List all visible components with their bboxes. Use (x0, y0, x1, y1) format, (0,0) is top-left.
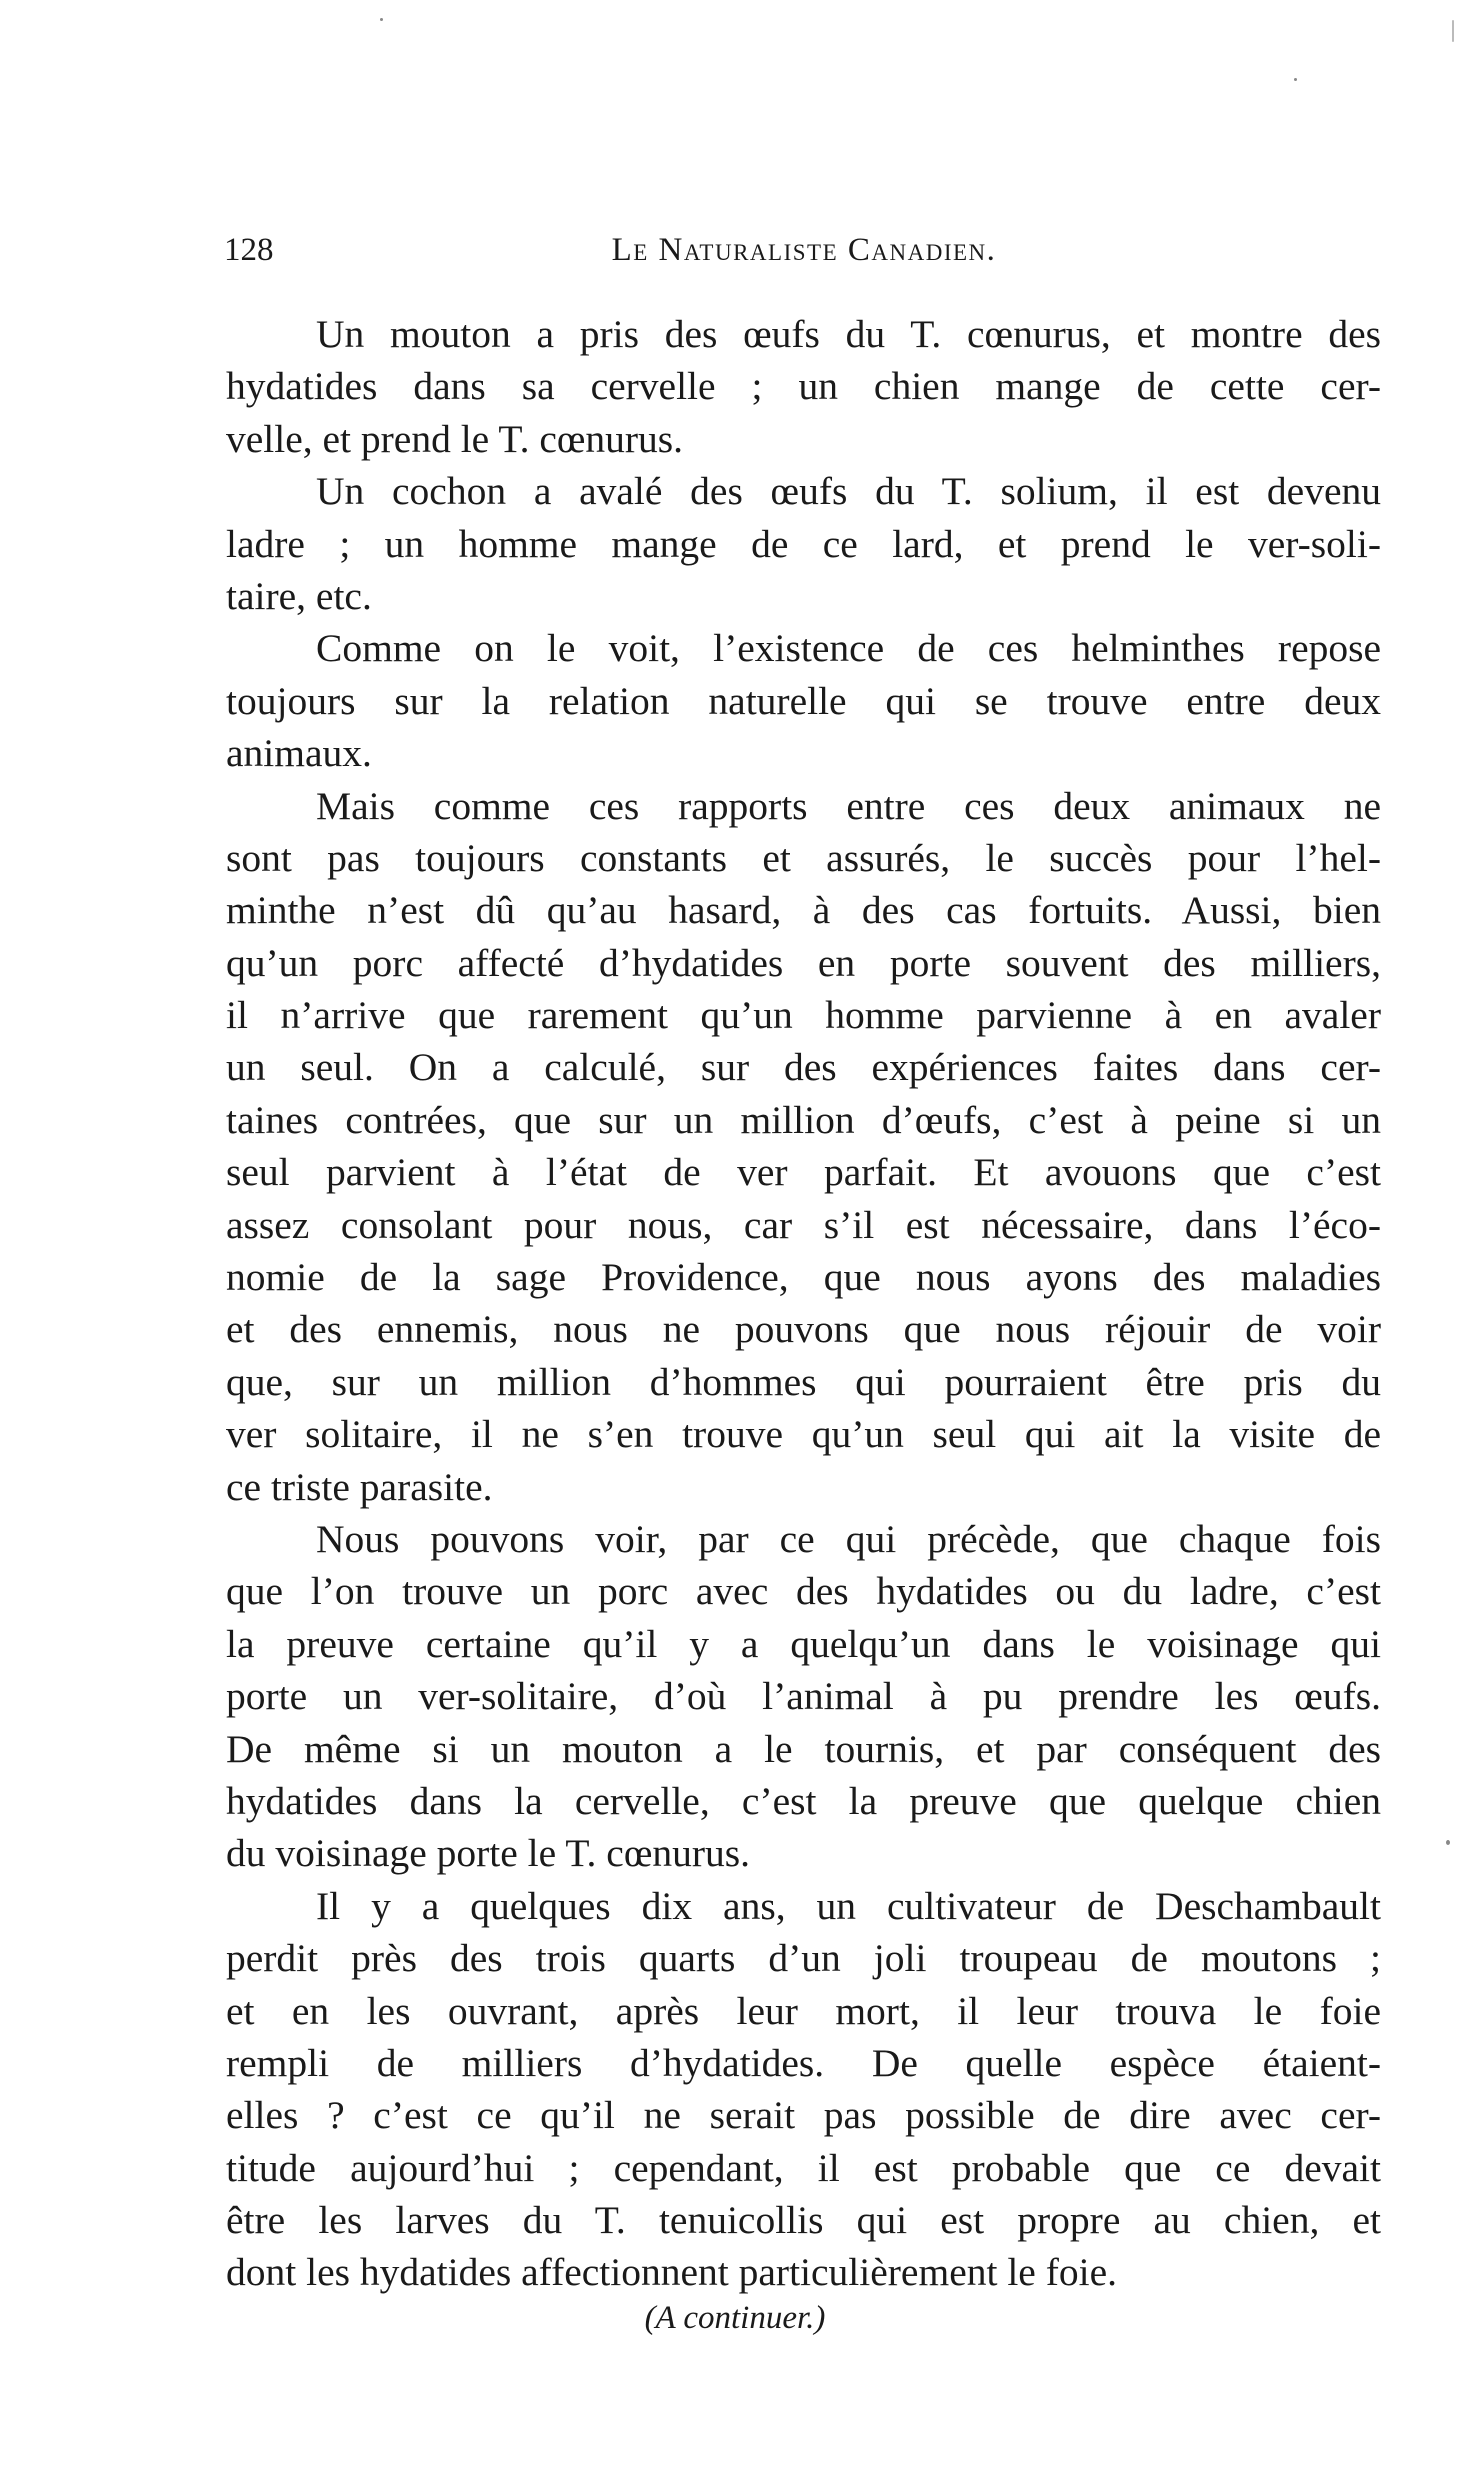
text-line: la preuve certaine qu’il y a quelqu’un dans le voisinage qui (226, 1621, 1381, 1666)
text-line: Un cochon a avalé des œufs du T. solium, il est devenu (316, 469, 1381, 514)
paragraph (226, 465, 1381, 622)
continued-note: (A continuer.) (644, 2300, 826, 2336)
running-title: Le Naturaliste Canadien. (611, 232, 997, 268)
text-line: titude aujourd’hui ; cependant, il est probable que ce devait (226, 2145, 1381, 2190)
paragraph (226, 1880, 1381, 2299)
text-line: porte un ver-solitaire, d’où l’animal à pu prendre les œufs. (226, 1674, 1381, 1719)
text-line: dont les hydatides affectionnent particulièrement le foie. (226, 2250, 1117, 2295)
scan-speck (1452, 20, 1454, 42)
text-line: ver solitaire, il ne s’en trouve qu’un seul qui ait la visite de (226, 1412, 1381, 1457)
paragraph (226, 1513, 1381, 1880)
text-line: que l’on trouve un porc avec des hydatides ou du ladre, c’est (226, 1569, 1381, 1614)
text-line: et en les ouvrant, après leur mort, il leur trouva le foie (226, 1988, 1381, 2033)
text-line: rempli de milliers d’hydatides. De quelle espèce étaient- (226, 2040, 1381, 2085)
text-line: Un mouton a pris des œufs du T. cœnurus, et montre des (316, 312, 1381, 356)
body-text (226, 308, 1381, 2299)
text-line: sont pas toujours constants et assurés, le succès pour l’hel- (226, 835, 1381, 880)
text-line: il n’arrive que rarement qu’un homme parvienne à en avaler (226, 993, 1381, 1038)
scan-speck (1446, 1840, 1450, 1845)
text-line: assez consolant pour nous, car s’il est nécessaire, dans l’éco- (226, 1202, 1381, 1247)
paragraph (226, 308, 1381, 465)
text-line: elles ? c’est ce qu’il ne serait pas possible de dire avec cer- (226, 2093, 1381, 2138)
paragraph (226, 780, 1381, 1513)
text-line: un seul. On a calculé, sur des expériences faites dans cer- (226, 1045, 1381, 1090)
text-line: du voisinage porte le T. cœnurus. (226, 1831, 750, 1876)
text-line: seul parvient à l’état de ver parfait. Et avouons que c’est (226, 1150, 1381, 1195)
text-line: animaux. (226, 731, 372, 776)
text-line: et des ennemis, nous ne pouvons que nous réjouir de voir (226, 1307, 1381, 1352)
text-line: ladre ; un homme mange de ce lard, et prend le ver-soli- (226, 521, 1381, 566)
text-line: Comme on le voit, l’existence de ces helminthes repose (316, 626, 1381, 671)
text-line: De même si un mouton a le tournis, et par conséquent des (226, 1726, 1381, 1771)
text-line: nomie de la sage Providence, que nous ayons des maladies (226, 1255, 1381, 1300)
text-line: qu’un porc affecté d’hydatides en porte souvent des milliers, (226, 940, 1381, 985)
text-line: Nous pouvons voir, par ce qui précède, que chaque fois (316, 1516, 1381, 1561)
text-line: hydatides dans sa cervelle ; un chien mange de cette cer- (226, 364, 1381, 409)
text-line: taines contrées, que sur un million d’œufs, c’est à peine si un (226, 1097, 1381, 1142)
scan-speck (1294, 78, 1297, 81)
text-line: Mais comme ces rapports entre ces deux animaux ne (316, 783, 1381, 828)
text-line: perdit près des trois quarts d’un joli troupeau de moutons ; (226, 1936, 1381, 1981)
text-line: minthe n’est dû qu’au hasard, à des cas fortuits. Aussi, bien (226, 888, 1381, 933)
page-number: 128 (224, 232, 274, 268)
text-line: hydatides dans la cervelle, c’est la preuve que quelque chien (226, 1778, 1381, 1823)
text-line: ce triste parasite. (226, 1464, 493, 1509)
text-line: taire, etc. (226, 573, 372, 618)
scan-speck (380, 18, 383, 21)
page-header (224, 232, 1384, 282)
text-line: toujours sur la relation naturelle qui se trouve entre deux (226, 678, 1381, 723)
text-line: que, sur un million d’hommes qui pourraient être pris du (226, 1359, 1381, 1404)
paragraph (226, 622, 1381, 779)
text-line: Il y a quelques dix ans, un cultivateur de Deschambault (316, 1883, 1381, 1928)
text-line: être les larves du T. tenuicollis qui est propre au chien, et (226, 2198, 1381, 2243)
text-line: velle, et prend le T. cœnurus. (226, 416, 684, 461)
